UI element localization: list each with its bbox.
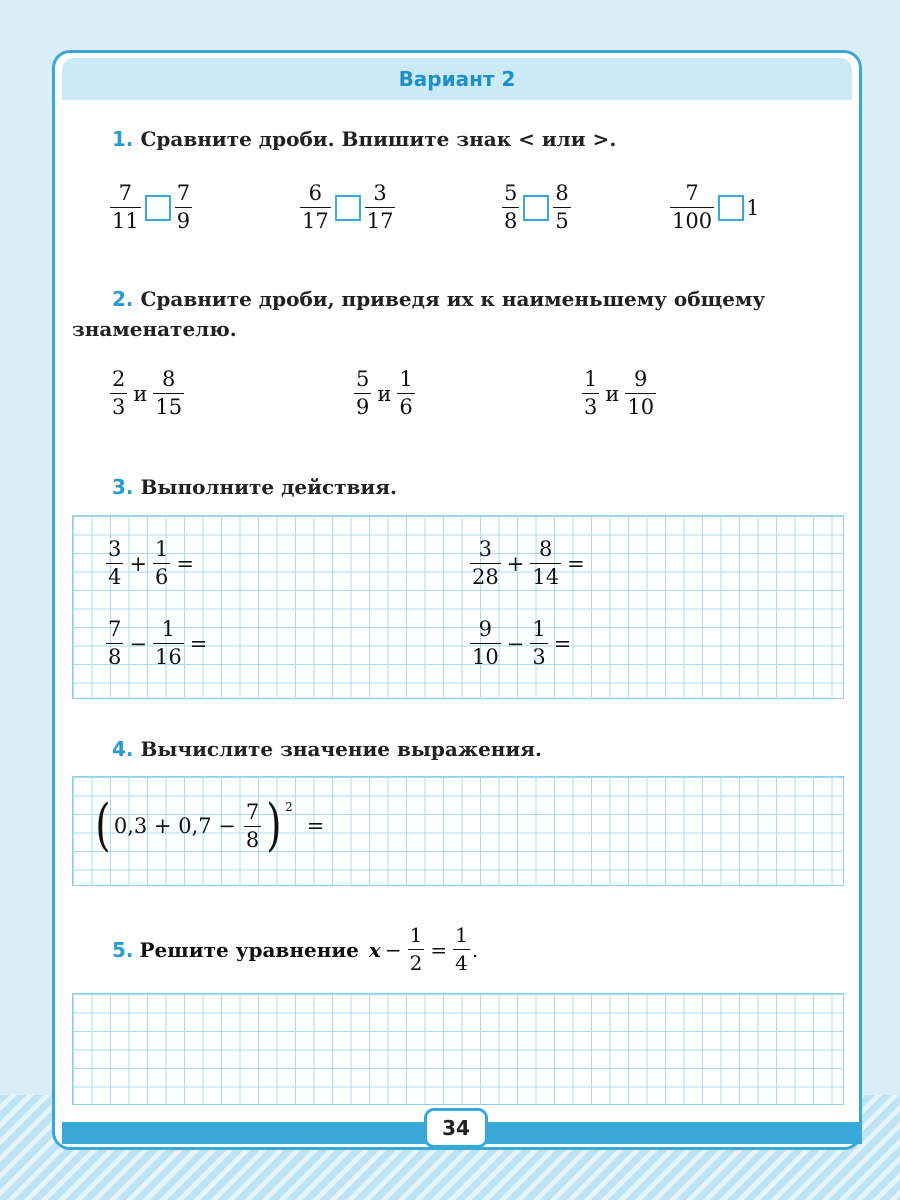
fraction: $\frac{1}{4}$ <box>455 923 468 975</box>
task-3-expr-2: $\frac{3}{28}$ + $\frac{8}{14}$ = <box>472 537 585 589</box>
fraction: $\frac{1}{3}$ <box>532 617 546 669</box>
task-3-number: 3. <box>112 475 134 499</box>
task-2-number: 2. <box>112 287 134 311</box>
fraction: $\frac{6}{17}$ <box>302 181 329 233</box>
task-5-number: 5. <box>112 937 134 962</box>
fraction: $\frac{5}{9}$ <box>356 367 370 419</box>
fraction: $\frac{3}{28}$ <box>472 537 499 589</box>
answer-box[interactable] <box>335 195 361 221</box>
expr-terms: 0,3 + 0,7 − <box>113 814 236 838</box>
fraction: $\frac{1}{2}$ <box>409 923 423 975</box>
task-3-expr-3: $\frac{7}{8}$ − $\frac{1}{16}$ = <box>108 617 208 669</box>
task-3-expr-4: $\frac{9}{10}$ − $\frac{1}{3}$ = <box>472 617 572 669</box>
fraction: $\frac{5}{8}$ <box>504 181 518 233</box>
fraction: $\frac{1}{16}$ <box>154 617 182 669</box>
fraction: $\frac{7}{100}$ <box>672 181 713 233</box>
task-3-expr-1: $\frac{3}{4}$ + $\frac{1}{6}$ = <box>108 537 194 589</box>
task-1-heading <box>112 124 616 154</box>
answer-box[interactable] <box>523 195 549 221</box>
close-paren: ) <box>266 793 282 858</box>
fraction: $\frac{7}{11}$ <box>112 181 139 233</box>
task-3-heading <box>112 472 397 502</box>
task-2-heading <box>72 284 842 344</box>
task-1-text: Сравните дроби. Впишите знак < или >. <box>140 127 617 151</box>
fraction: $\frac{9}{10}$ <box>472 617 499 669</box>
variable-x: x <box>368 937 381 962</box>
task-5-text: Решите уравнение <box>139 937 359 962</box>
fraction: $\frac{9}{10}$ <box>627 367 655 419</box>
task-5-work-grid[interactable] <box>72 993 844 1105</box>
exponent: 2 <box>285 800 293 814</box>
answer-box[interactable] <box>145 195 171 221</box>
task-4-heading <box>112 734 542 764</box>
task-2-item-3 <box>580 366 658 421</box>
page-number: 34 <box>424 1108 488 1148</box>
answer-box[interactable] <box>718 195 744 221</box>
task-1-item-2 <box>298 180 397 235</box>
task-5-heading: 5. Решите уравнение x − $\frac{1}{2}$ = $\frac{1}{4}$ . <box>112 923 479 975</box>
fraction: $\frac{7}{8}$ <box>108 617 122 669</box>
task-4-expression <box>92 793 328 858</box>
variant-header <box>62 58 852 100</box>
task-1-item-1 <box>108 180 194 235</box>
conjunction: и <box>133 381 148 406</box>
task-4-number: 4. <box>112 737 134 761</box>
whole-number: 1 <box>746 195 760 220</box>
fraction: $\frac{7}{9}$ <box>176 181 191 233</box>
task-1-number: 1. <box>112 127 134 151</box>
fraction: $\frac{1}{3}$ <box>584 367 598 419</box>
conjunction: и <box>605 381 620 406</box>
fraction: $\frac{8}{15}$ <box>155 367 183 419</box>
fraction: $\frac{7}{8}$ <box>245 799 260 852</box>
variant-title: Вариант 2 <box>398 67 516 91</box>
task-2-item-1 <box>108 366 186 421</box>
fraction: $\frac{3}{17}$ <box>366 181 394 233</box>
fraction: $\frac{1}{6}$ <box>399 367 413 419</box>
task-2-text: Сравните дроби, приведя их к наименьшему общему знаменателю. <box>72 287 766 341</box>
task-1-item-4 <box>668 180 759 235</box>
fraction: $\frac{8}{14}$ <box>532 537 560 589</box>
fraction: $\frac{2}{3}$ <box>112 367 126 419</box>
task-3-text: Выполните действия. <box>140 475 397 499</box>
task-2-item-2 <box>352 366 417 421</box>
fraction: $\frac{3}{4}$ <box>108 537 122 589</box>
task-1-item-3 <box>500 180 573 235</box>
open-paren: ( <box>95 793 111 858</box>
task-4-text: Вычислите значение выражения. <box>140 737 543 761</box>
equals-sign: = <box>306 814 325 838</box>
fraction: $\frac{1}{6}$ <box>154 537 169 589</box>
conjunction: и <box>377 381 392 406</box>
fraction: $\frac{8}{5}$ <box>555 181 569 233</box>
